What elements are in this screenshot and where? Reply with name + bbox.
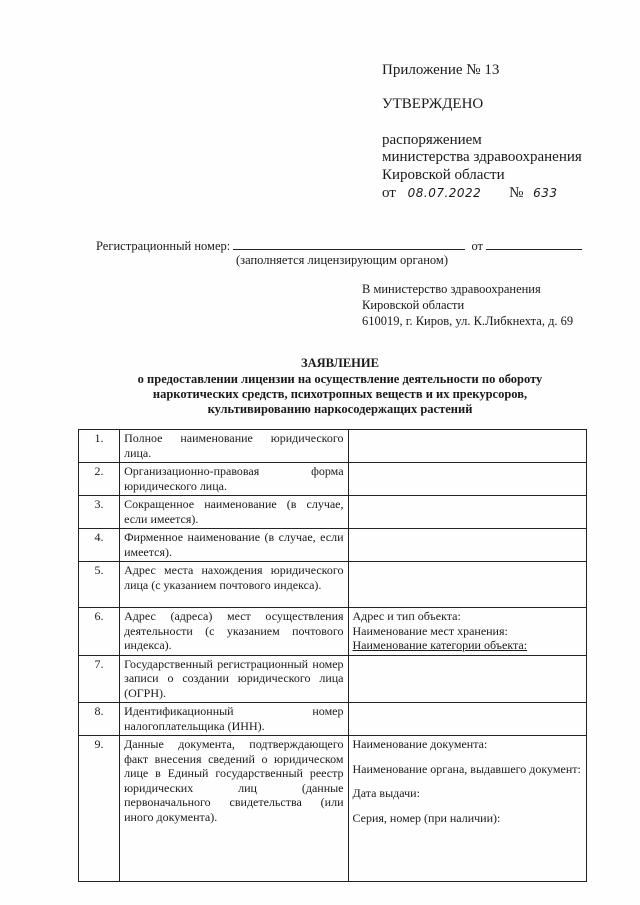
table-row xyxy=(79,430,587,463)
row-number: 7. xyxy=(79,655,120,703)
row-number: 1. xyxy=(79,430,120,463)
row-label: Фирменное наименование (в случае, если имеется). xyxy=(120,529,348,562)
addressee-line-1: В министерство здравоохранения xyxy=(362,282,541,296)
object-category-label: Наименование категории объекта: xyxy=(352,638,528,652)
table-row xyxy=(79,736,587,882)
registration-number-field[interactable] xyxy=(233,237,465,250)
document-heading: ЗАЯВЛЕНИЕ xyxy=(301,356,379,370)
order-line-3: Кировской области xyxy=(382,167,505,183)
row-value-field[interactable] xyxy=(348,562,586,608)
issuing-authority-label: Наименование органа, выдавшего документ: xyxy=(352,761,581,776)
row-label: Сокращенное наименование (в случае, если имеется). xyxy=(120,496,348,529)
document-subtitle-1: о предоставлении лицензии на осуществление деятельности по обороту xyxy=(137,372,543,386)
row-value-field[interactable] xyxy=(348,529,586,562)
row-number: 4. xyxy=(79,529,120,562)
row-value-field[interactable] xyxy=(348,736,586,882)
object-address-label: Адрес и тип объекта: xyxy=(352,609,461,623)
row-number: 5. xyxy=(79,562,120,608)
table-row xyxy=(79,529,587,562)
registration-note: (заполняется лицензирующим органом) xyxy=(236,253,448,267)
issue-date-label: Дата выдачи: xyxy=(352,786,420,800)
table-row xyxy=(79,655,587,703)
row-label: Адрес (адреса) мест осуществления деятельности (с указанием почтового индекса). xyxy=(120,608,348,656)
row-number: 8. xyxy=(79,703,120,736)
storage-name-label: Наименование мест хранения: xyxy=(352,623,508,638)
row-number: 3. xyxy=(79,496,120,529)
application-form-table xyxy=(78,429,587,882)
order-date-handwritten: 08.07.2022 xyxy=(407,186,482,200)
table-row xyxy=(79,608,587,656)
registration-line xyxy=(96,237,582,254)
table-row xyxy=(79,703,587,736)
row-value-field[interactable] xyxy=(348,655,586,703)
addressee-line-2: Кировской области xyxy=(362,298,465,312)
row-label: Адрес места нахождения юридического лица (с указанием почтового индекса). xyxy=(120,562,348,608)
appendix-number: Приложение № 13 xyxy=(382,62,500,78)
row-label: Полное наименование юридического лица. xyxy=(120,430,348,463)
order-line-1: распоряжением xyxy=(382,132,482,148)
row-label: Данные документа, подтверждающего факт внесения сведений о юридическом лице в Единый государственный реестр юридических лиц (данные первоначального свидетельства (или иного документа). xyxy=(120,736,348,882)
row-number: 9. xyxy=(79,736,120,882)
row-label: Идентификационный номер налогоплательщика (ИНН). xyxy=(120,703,348,736)
table-row xyxy=(79,463,587,496)
row-value-field[interactable] xyxy=(348,703,586,736)
document-subtitle-2: наркотических средств, психотропных веществ и их прекурсоров, xyxy=(152,387,528,401)
registration-from-label: от xyxy=(471,239,484,253)
table-row xyxy=(79,562,587,608)
order-line-2: министерства здравоохранения xyxy=(382,149,582,165)
order-date-line xyxy=(382,184,558,202)
row-value-field[interactable] xyxy=(348,608,586,656)
row-value-field[interactable] xyxy=(348,430,586,463)
row-label: Организационно-правовая форма юридического лица. xyxy=(120,463,348,496)
registration-date-field[interactable] xyxy=(486,237,582,250)
series-number-label: Серия, номер (при наличии): xyxy=(352,810,501,825)
document-subtitle-3: культивированию наркосодержащих растений xyxy=(207,402,473,416)
document-name-label: Наименование документа: xyxy=(352,737,488,751)
order-number-label: № xyxy=(509,185,524,201)
table-row xyxy=(79,496,587,529)
order-number-handwritten: 633 xyxy=(533,186,558,200)
approved-label: УТВЕРЖДЕНО xyxy=(382,96,484,112)
row-number: 6. xyxy=(79,608,120,656)
registration-label: Регистрационный номер: xyxy=(96,239,231,253)
row-number: 2. xyxy=(79,463,120,496)
row-value-field[interactable] xyxy=(348,463,586,496)
row-label: Государственный регистрационный номер записи о создании юридического лица (ОГРН). xyxy=(120,655,348,703)
row-value-field[interactable] xyxy=(348,496,586,529)
order-from-label: от xyxy=(382,185,396,201)
addressee-line-3: 610019, г. Киров, ул. К.Либкнехта, д. 69 xyxy=(362,314,574,328)
